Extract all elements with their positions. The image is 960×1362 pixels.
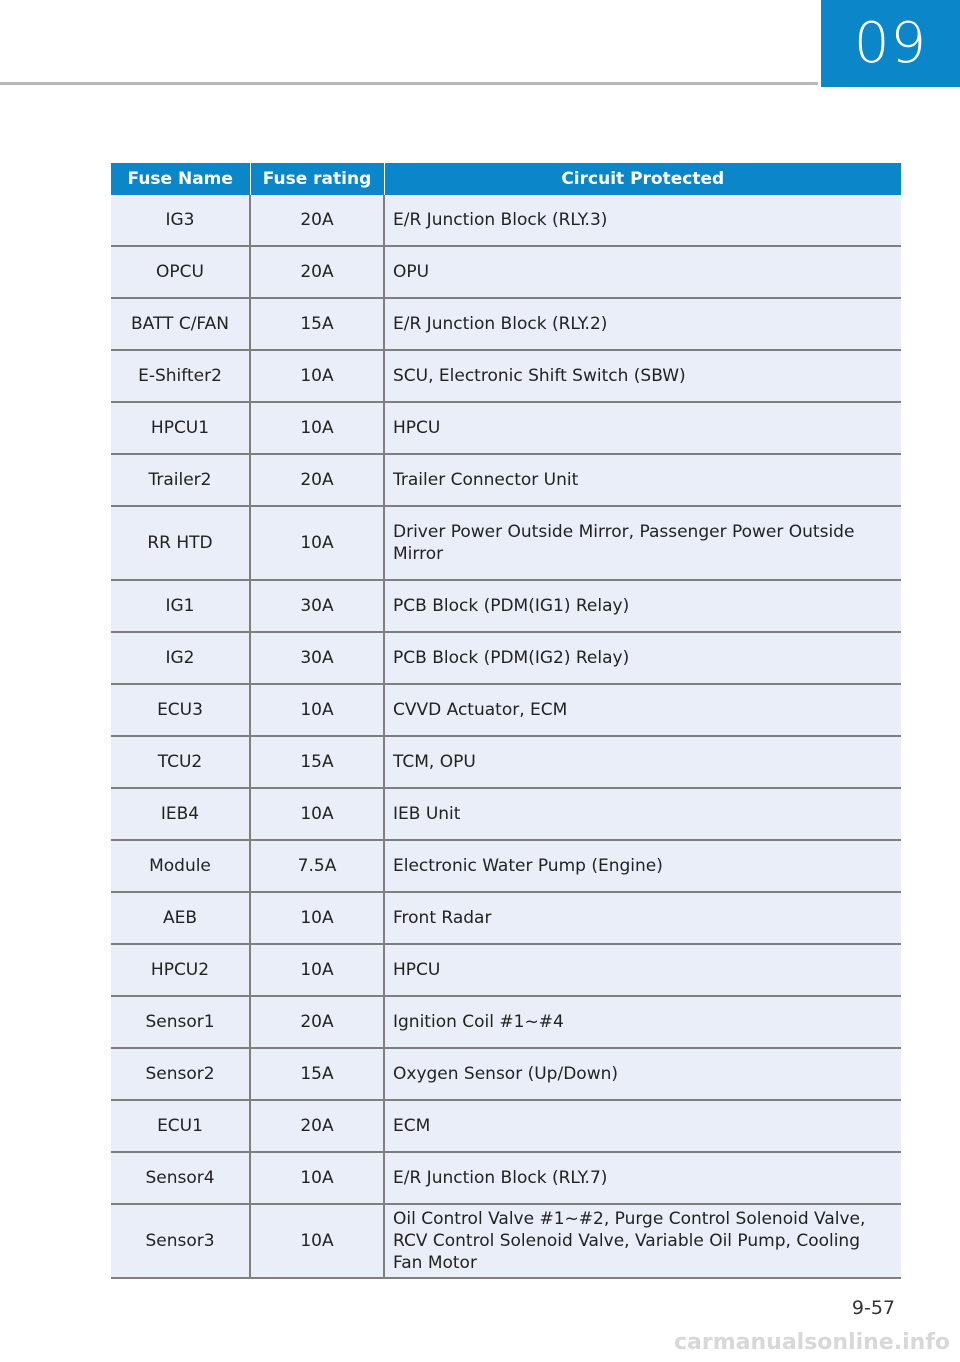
table-row [111, 788, 901, 840]
circuit-cell: Ignition Coil #1~#4 [384, 996, 901, 1048]
fuse-rating-cell: 10A [250, 506, 384, 580]
circuit-cell: ECM [384, 1100, 901, 1152]
fuse-rating-cell: 15A [250, 298, 384, 350]
circuit-cell: TCM, OPU [384, 736, 901, 788]
header-fuse-rating: Fuse rating [250, 163, 384, 195]
fuse-name-cell: AEB [111, 892, 250, 944]
fuse-rating-cell: 20A [250, 246, 384, 298]
fuse-table [111, 163, 901, 1279]
circuit-cell: PCB Block (PDM(IG1) Relay) [384, 580, 901, 632]
fuse-rating-cell: 30A [250, 580, 384, 632]
table-row [111, 632, 901, 684]
table-row [111, 1152, 901, 1204]
fuse-rating-cell: 10A [250, 350, 384, 402]
circuit-cell: E/R Junction Block (RLY.2) [384, 298, 901, 350]
chapter-tab: 09 [821, 0, 960, 87]
table-row [111, 246, 901, 298]
circuit-cell: Driver Power Outside Mirror, Passenger Power Outside Mirror [384, 506, 901, 580]
fuse-name-cell: RR HTD [111, 506, 250, 580]
table-row [111, 736, 901, 788]
fuse-rating-cell: 20A [250, 996, 384, 1048]
table-row [111, 350, 901, 402]
header-rule [0, 82, 818, 85]
circuit-cell: Oil Control Valve #1~#2, Purge Control Solenoid Valve, RCV Control Solenoid Valve, Variable Oil Pump, Cooling Fan Motor [384, 1204, 901, 1278]
circuit-cell: HPCU [384, 944, 901, 996]
fuse-name-cell: E-Shifter2 [111, 350, 250, 402]
table-row [111, 892, 901, 944]
fuse-rating-cell: 10A [250, 684, 384, 736]
table-row [111, 195, 901, 246]
table-row [111, 944, 901, 996]
fuse-rating-cell: 20A [250, 454, 384, 506]
table-row [111, 1100, 901, 1152]
page-number: 9-57 [851, 1297, 895, 1319]
fuse-rating-cell: 20A [250, 1100, 384, 1152]
table-row [111, 402, 901, 454]
fuse-name-cell: ECU3 [111, 684, 250, 736]
circuit-cell: HPCU [384, 402, 901, 454]
fuse-rating-cell: 10A [250, 788, 384, 840]
fuse-name-cell: Sensor1 [111, 996, 250, 1048]
fuse-name-cell: OPCU [111, 246, 250, 298]
table-row [111, 298, 901, 350]
circuit-cell: E/R Junction Block (RLY.7) [384, 1152, 901, 1204]
fuse-name-cell: TCU2 [111, 736, 250, 788]
fuse-rating-cell: 30A [250, 632, 384, 684]
table-row [111, 506, 901, 580]
fuse-name-cell: Trailer2 [111, 454, 250, 506]
fuse-name-cell: IG3 [111, 195, 250, 246]
fuse-name-cell: HPCU2 [111, 944, 250, 996]
fuse-name-cell: Sensor4 [111, 1152, 250, 1204]
table-row [111, 1204, 901, 1278]
fuse-name-cell: Sensor2 [111, 1048, 250, 1100]
circuit-cell: Oxygen Sensor (Up/Down) [384, 1048, 901, 1100]
fuse-rating-cell: 10A [250, 944, 384, 996]
circuit-cell: SCU, Electronic Shift Switch (SBW) [384, 350, 901, 402]
fuse-name-cell: IG1 [111, 580, 250, 632]
fuse-rating-cell: 15A [250, 736, 384, 788]
table-row [111, 684, 901, 736]
watermark: carmanualsonline.info [674, 1330, 950, 1355]
fuse-rating-cell: 10A [250, 1204, 384, 1278]
circuit-cell: IEB Unit [384, 788, 901, 840]
circuit-cell: Front Radar [384, 892, 901, 944]
circuit-cell: CVVD Actuator, ECM [384, 684, 901, 736]
table-row [111, 1048, 901, 1100]
header-circuit-protected: Circuit Protected [384, 163, 901, 195]
fuse-rating-cell: 7.5A [250, 840, 384, 892]
table-row [111, 840, 901, 892]
table-row [111, 580, 901, 632]
circuit-cell: E/R Junction Block (RLY.3) [384, 195, 901, 246]
fuse-name-cell: BATT C/FAN [111, 298, 250, 350]
fuse-rating-cell: 15A [250, 1048, 384, 1100]
fuse-rating-cell: 20A [250, 195, 384, 246]
circuit-cell: Trailer Connector Unit [384, 454, 901, 506]
table-row [111, 454, 901, 506]
fuse-rating-cell: 10A [250, 892, 384, 944]
fuse-name-cell: IG2 [111, 632, 250, 684]
header-fuse-name: Fuse Name [111, 163, 250, 195]
fuse-name-cell: Sensor3 [111, 1204, 250, 1278]
fuse-rating-cell: 10A [250, 402, 384, 454]
table-row [111, 996, 901, 1048]
fuse-name-cell: HPCU1 [111, 402, 250, 454]
circuit-cell: OPU [384, 246, 901, 298]
fuse-name-cell: IEB4 [111, 788, 250, 840]
fuse-name-cell: ECU1 [111, 1100, 250, 1152]
fuse-name-cell: Module [111, 840, 250, 892]
fuse-rating-cell: 10A [250, 1152, 384, 1204]
circuit-cell: Electronic Water Pump (Engine) [384, 840, 901, 892]
table-header-row [111, 163, 901, 195]
circuit-cell: PCB Block (PDM(IG2) Relay) [384, 632, 901, 684]
